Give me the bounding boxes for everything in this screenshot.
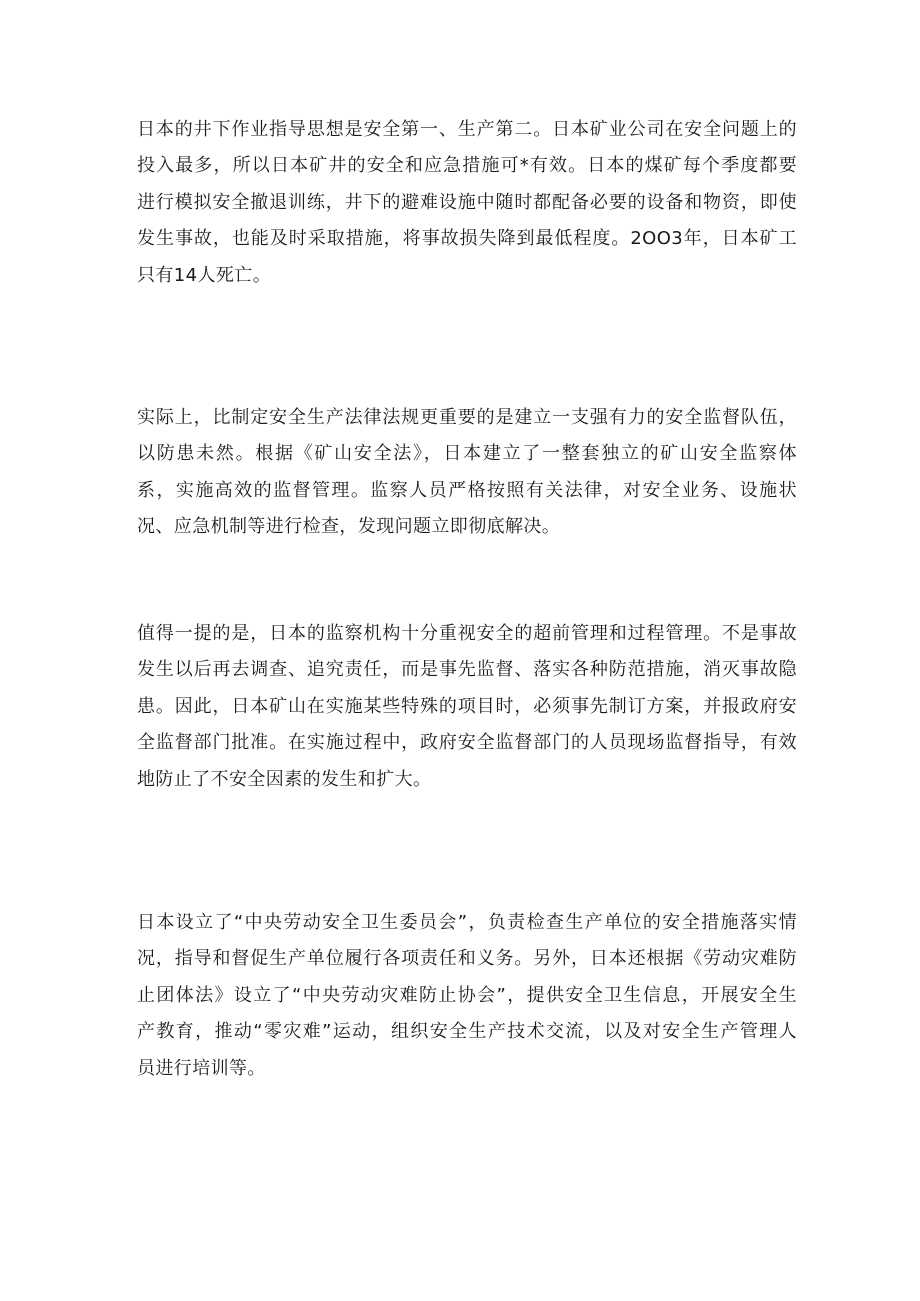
paragraph-line: 地防止了不安全因素的发生和扩大。	[137, 768, 432, 790]
paragraph-line: 况，指导和督促生产单位履行各项责任和义务。另外，日本还根据《劳动灾难防	[137, 948, 797, 970]
paragraph-line: 止团体法》设立了“中央劳动灾难防止协会”，提供安全卫生信息，开展安全生	[137, 984, 797, 1006]
paragraph-line: 只有14人死亡。	[137, 264, 272, 286]
paragraph-line: 患。因此，日本矿山在实施某些特殊的项目时，必须事先制订方案，并报政府安	[137, 695, 797, 717]
paragraph-line: 系，实施高效的监督管理。监察人员严格按照有关法律，对安全业务、设施状	[137, 479, 797, 501]
paragraph-line: 发生事故，也能及时采取措施，将事故损失降到最低程度。2OO3年，日本矿工	[137, 228, 797, 250]
paragraph-line: 发生以后再去调查、追究责任，而是事先监督、落实各种防范措施，消灭事故隐	[137, 659, 797, 681]
paragraph-3	[137, 616, 797, 798]
paragraph-line: 投入最多，所以日本矿井的安全和应急措施可*有效。日本的煤矿每个季度都要	[137, 155, 797, 177]
paragraph-2	[137, 400, 797, 546]
paragraph-line: 值得一提的是，日本的监察机构十分重视安全的超前管理和过程管理。不是事故	[137, 623, 797, 644]
paragraph-1	[137, 112, 797, 294]
paragraph-line: 以防患未然。根据《矿山安全法》，日本建立了一整套独立的矿山安全监察体	[137, 443, 797, 465]
paragraph-line: 况、应急机制等进行检查，发现问题立即彻底解决。	[137, 516, 561, 538]
paragraph-line: 员进行培训等。	[137, 1057, 266, 1079]
paragraph-line: 日本设立了“中央劳动安全卫生委员会”，负责检查生产单位的安全措施落实情	[137, 912, 797, 933]
paragraph-line: 实际上，比制定安全生产法律法规更重要的是建立一支强有力的安全监督队伍，	[137, 407, 797, 428]
paragraph-line: 全监督部门批准。在实施过程中，政府安全监督部门的人员现场监督指导，有效	[137, 732, 797, 754]
paragraph-line: 日本的井下作业指导思想是安全第一、生产第二。日本矿业公司在安全问题上的	[137, 119, 797, 140]
paragraph-4	[137, 905, 797, 1087]
paragraph-line: 产教育，推动“零灾难”运动，组织安全生产技术交流，以及对安全生产管理人	[137, 1021, 797, 1043]
paragraph-line: 进行模拟安全撤退训练，井下的避难设施中随时都配备必要的设备和物资，即使	[137, 191, 797, 213]
